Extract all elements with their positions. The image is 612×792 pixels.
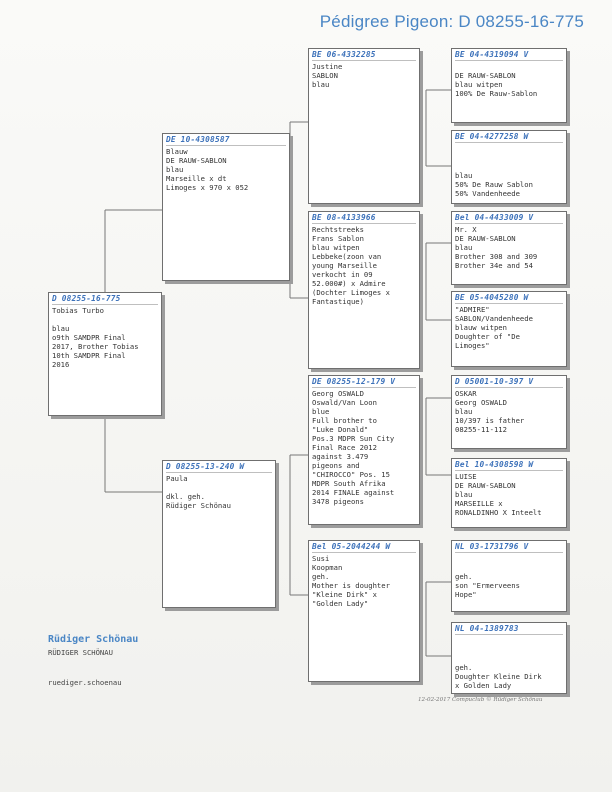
- pigeon-detail-line: 100% De Rauw-Sablon: [455, 89, 538, 98]
- breeder-subtitle: RÜDIGER SCHÖNAU: [48, 648, 113, 657]
- pigeon-detail-line: Full brother to: [312, 416, 377, 425]
- pigeon-detail-line: Brother 34e and 54: [455, 261, 533, 270]
- pigeon-detail-line: "Kleine Dirk" x: [312, 590, 377, 599]
- pigeon-details: [166, 147, 286, 192]
- pigeon-details: [455, 225, 563, 270]
- pigeon-detail-line: [455, 645, 563, 654]
- pigeon-detail-line: Rüdiger Schönau: [166, 501, 231, 510]
- pigeon-detail-line: Doughter Kleine Dirk: [455, 672, 542, 681]
- pedigree-box-great-grandparent-8: [451, 622, 567, 694]
- pigeon-detail-line: Limoges": [455, 341, 490, 350]
- pedigree-box-great-grandparent-4: [451, 291, 567, 367]
- pigeon-detail-line: [455, 153, 563, 162]
- pigeon-detail-line: geh.: [455, 663, 473, 672]
- pigeon-detail-line: blau: [166, 165, 184, 174]
- pigeon-detail-line: SABLON/Vandenheede: [455, 314, 533, 323]
- pigeon-detail-line: Justine: [312, 62, 343, 71]
- pigeon-detail-line: 10th SAMDPR Final: [52, 351, 126, 360]
- pigeon-detail-line: verkocht in 09: [312, 270, 373, 279]
- pigeon-detail-line: young Marseille: [312, 261, 377, 270]
- ring-number: BE 05-4045280 W: [455, 293, 563, 304]
- pedigree-box-great-grandparent-7: [451, 540, 567, 612]
- pigeon-detail-line: DE RAUW-SABLON: [455, 234, 516, 243]
- pigeon-detail-line: [455, 654, 563, 663]
- breeder-name: Rüdiger Schönau: [48, 634, 139, 645]
- pedigree-box-granddam-2: [308, 540, 420, 682]
- pigeon-detail-line: Susi: [312, 554, 330, 563]
- pigeon-detail-line: "CHIROCCO" Pos. 15: [312, 470, 390, 479]
- pigeon-detail-line: [455, 636, 563, 645]
- pigeon-detail-line: [455, 144, 563, 153]
- pigeon-detail-line: x Golden Lady: [455, 681, 512, 690]
- pigeon-detail-line: RONALDINHO X Inteelt: [455, 508, 542, 517]
- ring-number: BE 04-4277258 W: [455, 132, 563, 143]
- pigeon-detail-line: geh.: [312, 572, 330, 581]
- pigeon-detail-line: blauw witpen: [455, 323, 507, 332]
- pigeon-details: [52, 306, 158, 369]
- pigeon-detail-line: 2014 FINALE against: [312, 488, 395, 497]
- pigeon-details: [455, 472, 563, 517]
- pedigree-box-great-grandparent-2: [451, 130, 567, 204]
- pigeon-detail-line: 50% De Rauw Sablon: [455, 180, 533, 189]
- pigeon-detail-line: "Luke Donald": [312, 425, 369, 434]
- footer-credit: 12-02-2017 Compuclub © Rüdiger Schönau: [418, 697, 543, 703]
- pigeon-detail-line: pigeons and: [312, 461, 360, 470]
- pigeon-detail-line: Final Race 2012: [312, 443, 377, 452]
- pigeon-detail-line: [52, 315, 158, 324]
- pigeon-detail-line: Oswald/Van Loon: [312, 398, 377, 407]
- pigeon-detail-line: MARSEILLE x: [455, 499, 503, 508]
- ring-number: D 08255-16-775: [52, 294, 158, 305]
- ring-number: BE 04-4319094 V: [455, 50, 563, 61]
- pedigree-box-subject: [48, 292, 162, 416]
- pigeon-detail-line: [455, 62, 563, 71]
- pigeon-details: [455, 554, 563, 599]
- pigeon-detail-line: blau: [312, 80, 330, 89]
- pigeon-detail-line: 10/397 is father: [455, 416, 525, 425]
- page-title: Pédigree Pigeon: D 08255-16-775: [319, 12, 584, 31]
- pigeon-detail-line: [455, 162, 563, 171]
- pedigree-box-great-grandparent-6: [451, 458, 567, 528]
- pigeon-detail-line: 08255-11-112: [455, 425, 507, 434]
- pedigree-box-grandsire-2: [308, 375, 420, 525]
- pedigree-box-grandsire-1: [308, 48, 420, 204]
- pigeon-detail-line: blau: [455, 243, 473, 252]
- pigeon-details: [312, 389, 416, 506]
- pigeon-detail-line: against 3.479: [312, 452, 369, 461]
- pigeon-detail-line: 2016: [52, 360, 70, 369]
- ring-number: D 05001-10-397 V: [455, 377, 563, 388]
- pigeon-detail-line: "Golden Lady": [312, 599, 369, 608]
- pigeon-detail-line: "ADMIRE": [455, 305, 490, 314]
- pigeon-detail-line: Koopman: [312, 563, 343, 572]
- pigeon-details: [455, 144, 563, 198]
- pedigree-box-granddam-1: [308, 211, 420, 369]
- pigeon-detail-line: (Dochter Limoges x: [312, 288, 390, 297]
- pigeon-detail-line: Paula: [166, 474, 188, 483]
- pigeon-detail-line: son "Ermerveens: [455, 581, 520, 590]
- pigeon-details: [312, 554, 416, 608]
- pigeon-detail-line: Georg OSWALD: [455, 398, 507, 407]
- pigeon-detail-line: Mother is doughter: [312, 581, 390, 590]
- ring-number: DE 10-4308587: [166, 135, 286, 146]
- pigeon-detail-line: blau: [455, 490, 473, 499]
- pigeon-detail-line: Lebbeke(zoon van: [312, 252, 382, 261]
- pigeon-details: [455, 389, 563, 434]
- pigeon-details: [166, 474, 272, 510]
- pigeon-detail-line: Marseille x dt: [166, 174, 227, 183]
- pigeon-details: [455, 636, 563, 690]
- pigeon-detail-line: 2017, Brother Tobias: [52, 342, 139, 351]
- ring-number: NL 04-1389783: [455, 624, 563, 635]
- pigeon-detail-line: blau witpen: [312, 243, 360, 252]
- pigeon-detail-line: 3478 pigeons: [312, 497, 364, 506]
- pigeon-detail-line: Pos.3 MDPR Sun City: [312, 434, 395, 443]
- pigeon-details: [455, 62, 563, 98]
- pedigree-box-great-grandparent-5: [451, 375, 567, 449]
- ring-number: BE 06-4332285: [312, 50, 416, 61]
- pigeon-details: [312, 225, 416, 306]
- ring-number: Bel 10-4308598 W: [455, 460, 563, 471]
- pigeon-detail-line: DE RAUW-SABLON: [455, 71, 516, 80]
- pigeon-detail-line: DE RAUW-SABLON: [166, 156, 227, 165]
- pigeon-details: [455, 305, 563, 350]
- pigeon-detail-line: Hope": [455, 590, 477, 599]
- pigeon-detail-line: dkl. geh.: [166, 492, 205, 501]
- pigeon-detail-line: MDPR South Afrika: [312, 479, 386, 488]
- pigeon-detail-line: Georg OSWALD: [312, 389, 364, 398]
- pigeon-detail-line: blau: [455, 171, 473, 180]
- pigeon-detail-line: geh.: [455, 572, 473, 581]
- pigeon-detail-line: Blauw: [166, 147, 188, 156]
- pigeon-detail-line: blau: [455, 407, 473, 416]
- ring-number: Bel 04-4433009 V: [455, 213, 563, 224]
- pigeon-detail-line: Tobias Turbo: [52, 306, 104, 315]
- ring-number: NL 03-1731796 V: [455, 542, 563, 553]
- pigeon-detail-line: blau: [52, 324, 70, 333]
- ring-number: BE 08-4133966: [312, 213, 416, 224]
- pedigree-box-great-grandparent-1: [451, 48, 567, 123]
- pigeon-detail-line: OSKAR: [455, 389, 477, 398]
- pigeon-detail-line: SABLON: [312, 71, 338, 80]
- pigeon-details: [312, 62, 416, 89]
- pedigree-box-sire: [162, 133, 290, 281]
- pigeon-detail-line: blue: [312, 407, 330, 416]
- pigeon-detail-line: [455, 563, 563, 572]
- pigeon-detail-line: Frans Sablon: [312, 234, 364, 243]
- pigeon-detail-line: [455, 554, 563, 563]
- pigeon-detail-line: LUISE: [455, 472, 477, 481]
- pigeon-detail-line: Rechtstreeks: [312, 225, 364, 234]
- pigeon-detail-line: Mr. X: [455, 225, 477, 234]
- pedigree-box-great-grandparent-3: [451, 211, 567, 285]
- pigeon-detail-line: o9th SAMDPR Final: [52, 333, 126, 342]
- pedigree-box-dam: [162, 460, 276, 608]
- pigeon-detail-line: DE RAUW-SABLON: [455, 481, 516, 490]
- pigeon-detail-line: Fantastique): [312, 297, 364, 306]
- ring-number: D 08255-13-240 W: [166, 462, 272, 473]
- pigeon-detail-line: 52.000#) x Admire: [312, 279, 386, 288]
- pigeon-detail-line: Doughter of "De: [455, 332, 520, 341]
- pigeon-detail-line: 50% Vandenheede: [455, 189, 520, 198]
- pigeon-detail-line: [166, 483, 272, 492]
- ring-number: DE 08255-12-179 V: [312, 377, 416, 388]
- breeder-email: ruediger.schoenau: [48, 678, 122, 687]
- ring-number: Bel 05-2044244 W: [312, 542, 416, 553]
- pigeon-detail-line: Limoges x 970 x 052: [166, 183, 249, 192]
- pigeon-detail-line: blau witpen: [455, 80, 503, 89]
- pigeon-detail-line: Brother 308 and 309: [455, 252, 538, 261]
